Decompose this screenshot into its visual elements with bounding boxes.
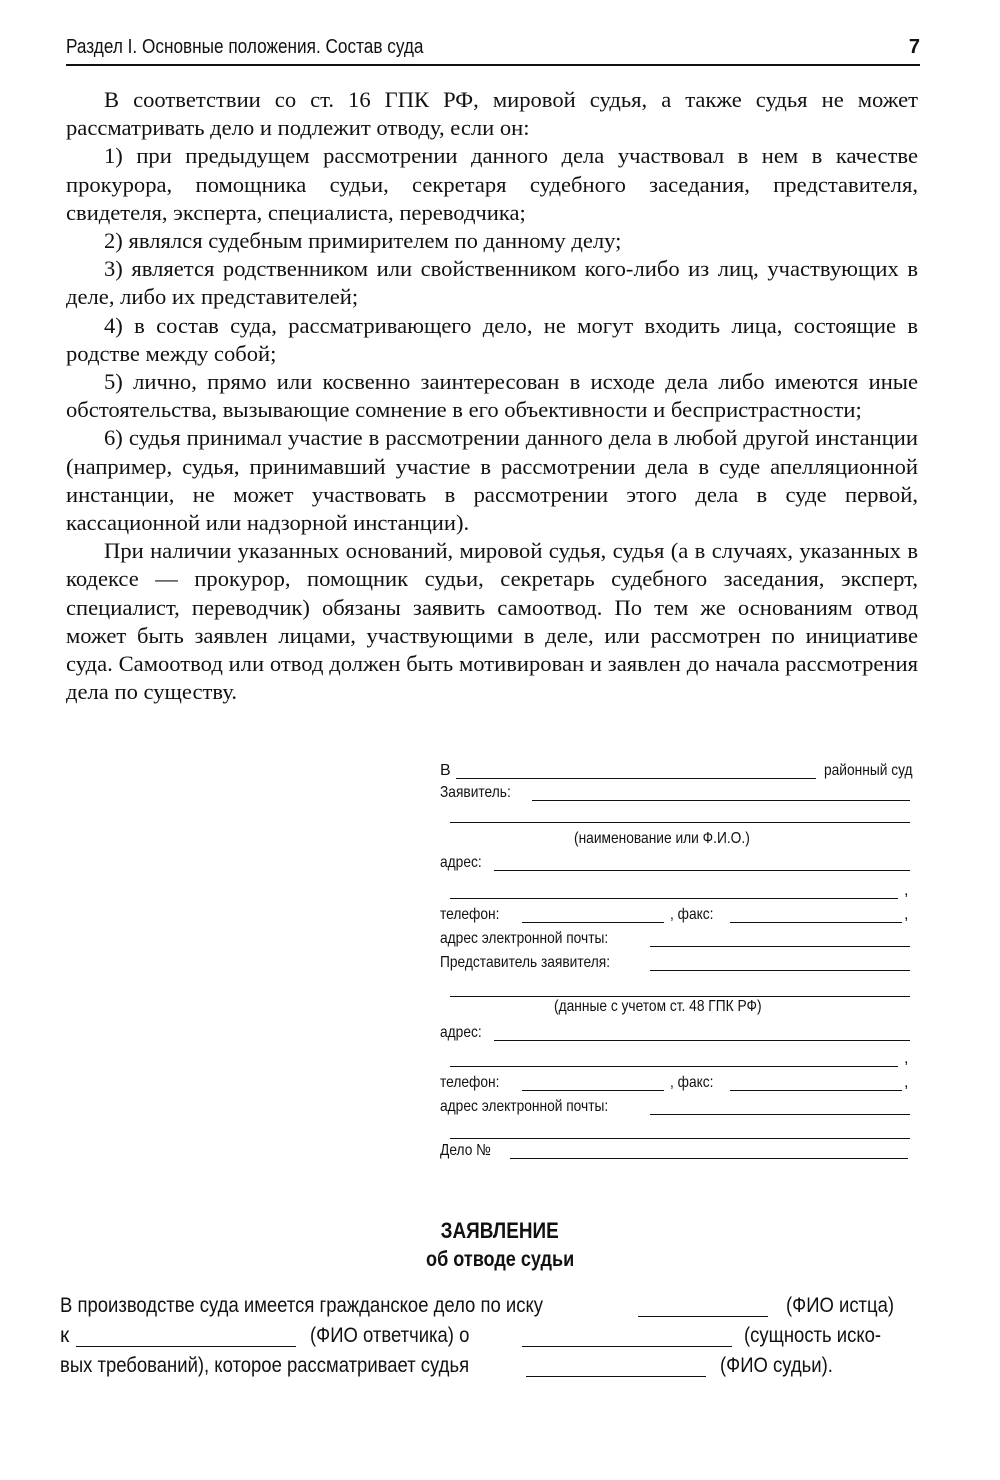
applicant-extra-row	[440, 804, 910, 826]
rep-address-line-2[interactable]	[450, 1066, 898, 1067]
rep-address-comma: ,	[904, 1050, 909, 1067]
claim-essence-line[interactable]	[522, 1346, 732, 1347]
fax-line[interactable]	[730, 922, 902, 923]
rep-email-line[interactable]	[650, 1114, 910, 1115]
statement-l2-k: к	[60, 1324, 70, 1347]
rep-fax-label: , факс:	[670, 1074, 714, 1091]
section-title: Раздел I. Основные положения. Состав суда	[66, 36, 424, 58]
page-header	[66, 36, 920, 66]
defendant-name-line[interactable]	[76, 1346, 296, 1347]
court-suffix: районный суд	[824, 762, 913, 779]
statement-subtitle-wrap	[0, 1248, 1000, 1272]
name-note-wrap	[574, 830, 778, 848]
address-extra-row	[440, 880, 910, 902]
representative-label: Представитель заявителя:	[440, 954, 611, 971]
case-row	[440, 1140, 910, 1162]
paragraph-item-2: 2) являлся судебным примирителем по данному делу;	[104, 228, 622, 254]
rep-phone-comma: ,	[904, 1074, 909, 1091]
rep-phone-row	[440, 1072, 910, 1094]
rep-address-label: адрес:	[440, 1024, 482, 1041]
fax-label: , факс:	[670, 906, 714, 923]
rep-fax-line[interactable]	[730, 1090, 902, 1091]
name-note: (наименование или Ф.И.О.)	[574, 830, 750, 847]
paragraph-item-1: 1) при предыдущем рассмотрении данного дела участвовал в нем в качестве прокурора, помощника судьи, секретаря судебного заседания, представителя, свидетеля, эксперта, специалиста, переводчика;	[66, 143, 918, 225]
paragraph-item-5: 5) лично, прямо или косвенно заинтересован в исходе дела либо имеются иные обстоятельства, вызывающие сомнение в его объективности и беспристрастности;	[66, 369, 918, 423]
address-comma: ,	[904, 882, 909, 899]
paragraph-item-4: 4) в состав суда, рассматривающего дело, не могут входить лица, состоящие в родстве между собой;	[66, 312, 918, 366]
paragraph-intro: В соответствии со ст. 16 ГПК РФ, мировой судья, а также судья не может рассматривать дело и подлежит отводу, если он:	[66, 87, 918, 141]
body-text	[66, 86, 918, 706]
statement-line-3	[60, 1355, 920, 1385]
rep-email-row	[440, 1096, 910, 1118]
statement-l3-note: (ФИО судьи).	[720, 1354, 833, 1377]
rep-email-label: адрес электронной почты:	[440, 1098, 609, 1115]
email-line[interactable]	[650, 946, 910, 947]
applicant-line-2[interactable]	[450, 822, 910, 823]
statement-subtitle: об отводе судьи	[425, 1248, 575, 1271]
rep-email-extra-row	[440, 1120, 910, 1142]
rep-phone-line[interactable]	[522, 1090, 664, 1091]
plaintiff-name-line[interactable]	[638, 1316, 768, 1317]
statement-l2-note: (ФИО ответчика) о	[310, 1324, 470, 1347]
applicant-label: Заявитель:	[440, 784, 511, 801]
rep-address-line[interactable]	[494, 1040, 910, 1041]
statement-l1-text: В производстве суда имеется гражданское дело по иску	[60, 1294, 543, 1317]
statement-l3-text: вых требований), которое рассматривает судья	[60, 1354, 470, 1377]
address-row	[440, 852, 910, 874]
rep-phone-label: телефон:	[440, 1074, 500, 1091]
statement-l1-note: (ФИО истца)	[786, 1294, 895, 1317]
court-row	[440, 760, 913, 782]
paragraph-item-6: 6) судья принимал участие в рассмотрении данного дела в любой другой инстанции (например, судья, принимавший участие в рассмотрении дела в суде апелляционной инстанции, не может участвовать в рассмотрении этого дела в суде первой, кассационной или надзорной инстанции).	[66, 425, 918, 536]
phone-label: телефон:	[440, 906, 500, 923]
representative-line-2[interactable]	[450, 996, 910, 997]
address-line-2[interactable]	[450, 898, 898, 899]
court-prefix: В	[440, 762, 451, 779]
phone-row	[440, 904, 910, 926]
case-number-line[interactable]	[510, 1158, 908, 1159]
representative-line[interactable]	[650, 970, 910, 971]
email-label: адрес электронной почты:	[440, 930, 609, 947]
paragraph-conclusion: При наличии указанных оснований, мировой судья, судья (а в случаях, указанных в кодексе — прокурор, помощник судьи, секретарь судебного заседания, эксперт, специалист, переводчик) обязаны заявить самоотвод. По тем же основаниям отвод может быть заявлен лицами, участвующими в деле, или рассмотрен по инициативе суда. Самоотвод или отвод должен быть мотивирован и заявлен до начала рассмотрения дела по существу.	[66, 538, 918, 705]
judge-name-line[interactable]	[526, 1376, 706, 1377]
court-name-line[interactable]	[456, 778, 816, 779]
case-label: Дело №	[440, 1142, 491, 1159]
address-label: адрес:	[440, 854, 482, 871]
page-number: 7	[908, 36, 920, 58]
statement-l2-tail: (сущность иско-	[744, 1324, 882, 1347]
email-row	[440, 928, 910, 950]
statement-title: ЗАЯВЛЕНИЕ	[440, 1218, 560, 1243]
rep-email-line-2[interactable]	[450, 1138, 910, 1139]
applicant-row	[440, 782, 910, 804]
phone-comma: ,	[904, 906, 909, 923]
phone-line[interactable]	[522, 922, 664, 923]
paragraph-item-3: 3) является родственником или свойственником кого-либо из лиц, участвующих в деле, либо их представителей;	[66, 256, 918, 310]
representative-row	[440, 952, 910, 974]
statement-body	[60, 1295, 920, 1385]
representative-extra-row	[440, 978, 910, 1000]
rep-address-row	[440, 1022, 910, 1044]
rep-address-extra-row	[440, 1048, 910, 1070]
rep-note: (данные с учетом ст. 48 ГПК РФ)	[554, 998, 762, 1015]
statement-title-wrap	[0, 1218, 1000, 1244]
address-line[interactable]	[494, 870, 910, 871]
applicant-line[interactable]	[532, 800, 910, 801]
rep-note-wrap	[554, 998, 795, 1016]
